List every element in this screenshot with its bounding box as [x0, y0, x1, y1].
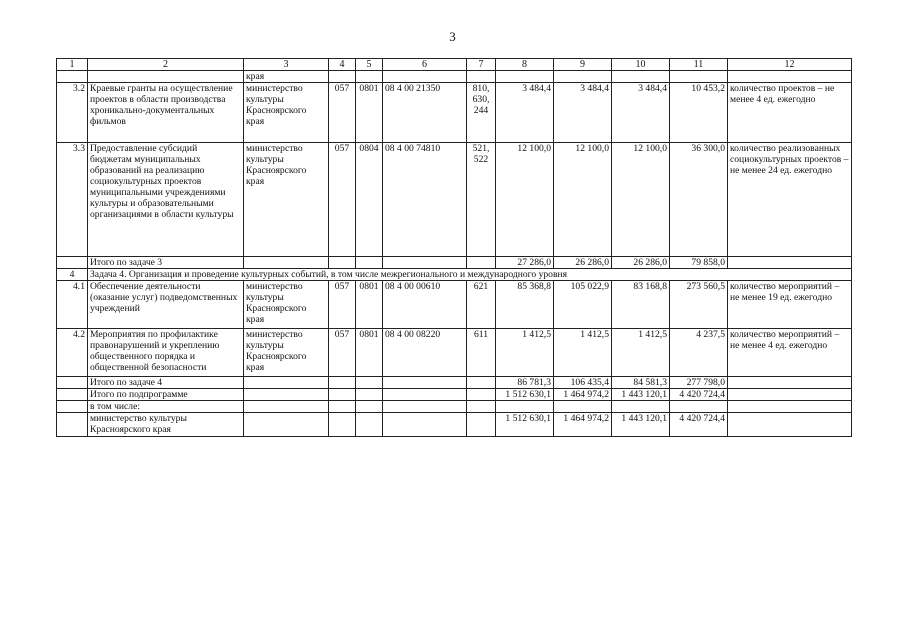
year3-amount: 84 581,3	[612, 377, 670, 389]
column-number: 2	[88, 59, 244, 71]
year2-amount: 1 464 974,2	[554, 389, 612, 401]
table-row	[57, 83, 852, 143]
year2-amount: 1 464 974,2	[554, 413, 612, 437]
column-numbers-row	[57, 59, 852, 71]
year1-amount: 86 781,3	[496, 377, 554, 389]
year1-amount: 85 368,8	[496, 281, 554, 329]
column-number: 8	[496, 59, 554, 71]
year1-amount: 12 100,0	[496, 143, 554, 257]
task-title: Задача 4. Организация и проведение культурных событий, в том числе межрегионального и международного уровня	[88, 269, 852, 281]
expected-result: количество реализованных социокультурных проектов – не менее 24 ед. ежегодно	[728, 143, 852, 257]
total-label: Итого по подпрограмме	[88, 389, 244, 401]
total-label: Итого по задаче 3	[88, 257, 244, 269]
executor: министерство культуры Красноярского края	[244, 281, 329, 329]
grbs-code: 057	[329, 83, 356, 143]
year3-amount: 26 286,0	[612, 257, 670, 269]
column-number: 11	[670, 59, 728, 71]
year2-amount: 106 435,4	[554, 377, 612, 389]
table-row	[57, 329, 852, 377]
subprogram-total-row	[57, 389, 852, 401]
continuation-row	[57, 71, 852, 83]
year2-amount: 26 286,0	[554, 257, 612, 269]
total-amount: 273 560,5	[670, 281, 728, 329]
expected-result: количество проектов – не менее 4 ед. ежегодно	[728, 83, 852, 143]
total-amount: 4 237,5	[670, 329, 728, 377]
total-label: министерство культуры Красноярского края	[88, 413, 244, 437]
including-row	[57, 401, 852, 413]
vr-code: 611	[467, 329, 496, 377]
measure-name: Предоставление субсидий бюджетам муниципальных образований на реализацию социокультурных проектов муниципальными учреждениями культуры и образовательными организациями в области культуры	[88, 143, 244, 257]
year1-amount: 3 484,4	[496, 83, 554, 143]
expected-result: количество мероприятий – не менее 4 ед. ежегодно	[728, 329, 852, 377]
row-number: 3.2	[57, 83, 88, 143]
year2-amount: 105 022,9	[554, 281, 612, 329]
column-number: 10	[612, 59, 670, 71]
vr-code: 810, 630, 244	[467, 83, 496, 143]
total-amount: 4 420 724,4	[670, 413, 728, 437]
ministry-total-row	[57, 413, 852, 437]
column-number: 3	[244, 59, 329, 71]
measure-name: Краевые гранты на осуществление проектов в области производства хроникально-документальных фильмов	[88, 83, 244, 143]
column-number: 12	[728, 59, 852, 71]
column-number: 1	[57, 59, 88, 71]
grbs-code: 057	[329, 329, 356, 377]
year2-amount: 12 100,0	[554, 143, 612, 257]
rzpr-code: 0801	[356, 329, 383, 377]
table-row	[57, 281, 852, 329]
executor: министерство культуры Красноярского края	[244, 83, 329, 143]
column-number: 6	[383, 59, 467, 71]
column-number: 9	[554, 59, 612, 71]
year2-amount: 1 412,5	[554, 329, 612, 377]
year3-amount: 1 443 120,1	[612, 389, 670, 401]
year1-amount: 27 286,0	[496, 257, 554, 269]
rzpr-code: 0801	[356, 281, 383, 329]
vr-code: 621	[467, 281, 496, 329]
grbs-code: 057	[329, 281, 356, 329]
task-total-row	[57, 257, 852, 269]
csr-code: 08 4 00 08220	[383, 329, 467, 377]
budget-table	[56, 58, 852, 437]
task-header-row	[57, 269, 852, 281]
year1-amount: 1 412,5	[496, 329, 554, 377]
row-number: 3.3	[57, 143, 88, 257]
year3-amount: 12 100,0	[612, 143, 670, 257]
task-total-row	[57, 377, 852, 389]
year3-amount: 83 168,8	[612, 281, 670, 329]
total-amount: 10 453,2	[670, 83, 728, 143]
rzpr-code: 0804	[356, 143, 383, 257]
column-number: 5	[356, 59, 383, 71]
csr-code: 08 4 00 00610	[383, 281, 467, 329]
year1-amount: 1 512 630,1	[496, 389, 554, 401]
task-number: 4	[57, 269, 88, 281]
measure-name: Обеспечение деятельности (оказание услуг) подведомственных учреждений	[88, 281, 244, 329]
page-number: 3	[449, 29, 456, 44]
expected-result: количество мероприятий – не менее 19 ед. ежегодно	[728, 281, 852, 329]
row-number: 4.2	[57, 329, 88, 377]
total-amount: 4 420 724,4	[670, 389, 728, 401]
rzpr-code: 0801	[356, 83, 383, 143]
executor: министерство культуры Красноярского края	[244, 329, 329, 377]
including-label: в том числе:	[88, 401, 244, 413]
executor-continuation: края	[244, 71, 329, 83]
total-amount: 36 300,0	[670, 143, 728, 257]
year2-amount: 3 484,4	[554, 83, 612, 143]
csr-code: 08 4 00 21350	[383, 83, 467, 143]
grbs-code: 057	[329, 143, 356, 257]
csr-code: 08 4 00 74810	[383, 143, 467, 257]
total-amount: 277 798,0	[670, 377, 728, 389]
total-amount: 79 858,0	[670, 257, 728, 269]
vr-code: 521, 522	[467, 143, 496, 257]
column-number: 7	[467, 59, 496, 71]
measure-name: Мероприятия по профилактике правонарушений и укреплению общественного порядка и общественной безопасности	[88, 329, 244, 377]
total-label: Итого по задаче 4	[88, 377, 244, 389]
column-number: 4	[329, 59, 356, 71]
year3-amount: 1 443 120,1	[612, 413, 670, 437]
year3-amount: 3 484,4	[612, 83, 670, 143]
table-row	[57, 143, 852, 257]
year1-amount: 1 512 630,1	[496, 413, 554, 437]
executor: министерство культуры Красноярского края	[244, 143, 329, 257]
row-number: 4.1	[57, 281, 88, 329]
year3-amount: 1 412,5	[612, 329, 670, 377]
